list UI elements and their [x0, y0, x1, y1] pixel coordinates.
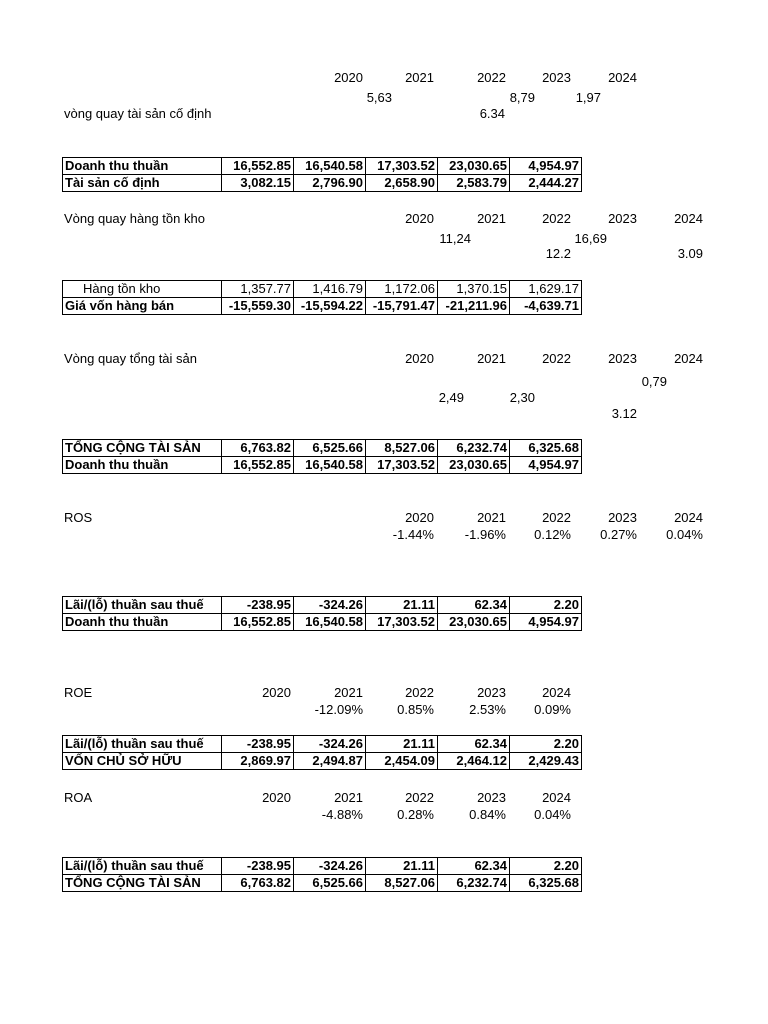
cell: 2,464.12	[438, 753, 510, 770]
sec3-year-2021: 2021	[477, 351, 506, 366]
sec4-year-2022: 2022	[542, 510, 571, 525]
cell: 23,030.65	[438, 158, 510, 175]
sec4-table	[62, 596, 582, 631]
sec4-value-2020: -1.44%	[392, 527, 434, 542]
sec6-year-2020: 2020	[262, 790, 291, 805]
sec1-value-2024: 1,97	[575, 90, 601, 105]
sec3-value-2021: 2,30	[509, 390, 535, 405]
cell: -21,211.96	[438, 298, 510, 315]
row-label: Doanh thu thuần	[63, 457, 222, 474]
cell: 4,954.97	[510, 158, 582, 175]
sec5-year-2022: 2022	[405, 685, 434, 700]
cell: 16,552.85	[222, 158, 294, 175]
cell: 6,525.66	[294, 440, 366, 457]
cell: 4,954.97	[510, 457, 582, 474]
sec2-value-2024: 3.09	[677, 246, 703, 261]
table-row	[63, 875, 582, 892]
cell: 6,232.74	[438, 875, 510, 892]
table-row	[63, 736, 582, 753]
sec5-year-2020: 2020	[262, 685, 291, 700]
cell: -15,559.30	[222, 298, 294, 315]
sec4-year-2020: 2020	[405, 510, 434, 525]
sec2-value-2023: 16,69	[574, 231, 607, 246]
cell: 1,172.06	[366, 281, 438, 298]
cell: -238.95	[222, 736, 294, 753]
row-label: Lãi/(lỗ) thuần sau thuế	[63, 597, 222, 614]
cell: 21.11	[366, 597, 438, 614]
table-row	[63, 175, 582, 192]
sec6-table	[62, 857, 582, 892]
cell: -238.95	[222, 858, 294, 875]
cell: 2.20	[510, 736, 582, 753]
sec4-value-2022: 0.12%	[534, 527, 571, 542]
sec6-value-2022: 0.28%	[397, 807, 434, 822]
sec4-year-2024: 2024	[674, 510, 703, 525]
sec6-year-2021: 2021	[334, 790, 363, 805]
cell: 8,527.06	[366, 875, 438, 892]
cell: 2,796.90	[294, 175, 366, 192]
sec1-title: vòng quay tài sản cố định	[64, 106, 212, 121]
sec4-value-2021: -1.96%	[464, 527, 506, 542]
sec3-year-2024: 2024	[674, 351, 703, 366]
sec4-value-2024: 0.04%	[666, 527, 703, 542]
cell: 16,552.85	[222, 457, 294, 474]
sec1-year-2022: 2022	[477, 70, 506, 85]
cell: 1,357.77	[222, 281, 294, 298]
sec3-value-2024: 0,79	[641, 374, 667, 389]
cell: 6,763.82	[222, 875, 294, 892]
cell: 17,303.52	[366, 457, 438, 474]
cell: -15,594.22	[294, 298, 366, 315]
table-row	[63, 597, 582, 614]
row-label: Doanh thu thuần	[63, 614, 222, 631]
sec4-title: ROS	[64, 510, 93, 525]
cell: 2.20	[510, 858, 582, 875]
sec2-title: Vòng quay hàng tồn kho	[64, 211, 205, 226]
cell: 16,540.58	[294, 158, 366, 175]
sec5-value-2022: 0.85%	[397, 702, 434, 717]
sec2-year-2022: 2022	[542, 211, 571, 226]
sec3-value-2020: 2,49	[438, 390, 464, 405]
sec1-value-2021: 5,63	[366, 90, 392, 105]
table-row	[63, 281, 582, 298]
table-row	[63, 158, 582, 175]
sec5-value-2024: 0.09%	[534, 702, 571, 717]
cell: 16,552.85	[222, 614, 294, 631]
cell: -238.95	[222, 597, 294, 614]
table-row	[63, 457, 582, 474]
sec6-year-2022: 2022	[405, 790, 434, 805]
sec1-value-2022: 6.34	[479, 106, 505, 121]
sec1-value-2023: 8,79	[509, 90, 535, 105]
row-label: TỔNG CỘNG TÀI SẢN	[63, 440, 222, 457]
sec6-value-2024: 0.04%	[534, 807, 571, 822]
table-row	[63, 858, 582, 875]
table-row	[63, 298, 582, 315]
cell: 17,303.52	[366, 614, 438, 631]
cell: 6,325.68	[510, 875, 582, 892]
cell: 16,540.58	[294, 614, 366, 631]
sec2-year-2023: 2023	[608, 211, 637, 226]
cell: 6,325.68	[510, 440, 582, 457]
sec5-year-2023: 2023	[477, 685, 506, 700]
cell: 1,370.15	[438, 281, 510, 298]
sec4-year-2023: 2023	[608, 510, 637, 525]
row-label: VỐN CHỦ SỞ HỮU	[63, 753, 222, 770]
sec6-value-2021: -4.88%	[321, 807, 363, 822]
cell: 2,494.87	[294, 753, 366, 770]
sec3-title: Vòng quay tổng tài sản	[64, 351, 197, 366]
sec3-table	[62, 439, 582, 474]
cell: 8,527.06	[366, 440, 438, 457]
cell: 2.20	[510, 597, 582, 614]
cell: 2,583.79	[438, 175, 510, 192]
cell: 16,540.58	[294, 457, 366, 474]
table-row	[63, 753, 582, 770]
cell: 62.34	[438, 597, 510, 614]
sec2-value-2022: 12.2	[545, 246, 571, 261]
sec3-year-2023: 2023	[608, 351, 637, 366]
sec6-value-2023: 0.84%	[469, 807, 506, 822]
sec5-year-2024: 2024	[542, 685, 571, 700]
cell: 6,525.66	[294, 875, 366, 892]
sec6-year-2024: 2024	[542, 790, 571, 805]
sec3-value-2023: 3.12	[611, 406, 637, 421]
cell: -324.26	[294, 858, 366, 875]
sec4-value-2023: 0.27%	[600, 527, 637, 542]
cell: 4,954.97	[510, 614, 582, 631]
cell: 2,869.97	[222, 753, 294, 770]
sec5-year-2021: 2021	[334, 685, 363, 700]
sec1-year-2021: 2021	[405, 70, 434, 85]
sec2-year-2020: 2020	[405, 211, 434, 226]
cell: -15,791.47	[366, 298, 438, 315]
cell: -324.26	[294, 597, 366, 614]
cell: 2,658.90	[366, 175, 438, 192]
sec5-title: ROE	[64, 685, 93, 700]
sec4-year-2021: 2021	[477, 510, 506, 525]
cell: 23,030.65	[438, 457, 510, 474]
cell: 2,454.09	[366, 753, 438, 770]
cell: 6,232.74	[438, 440, 510, 457]
cell: 2,429.43	[510, 753, 582, 770]
sec2-year-2021: 2021	[477, 211, 506, 226]
cell: 6,763.82	[222, 440, 294, 457]
cell: 21.11	[366, 736, 438, 753]
sec6-year-2023: 2023	[477, 790, 506, 805]
row-label: Tài sản cố định	[63, 175, 222, 192]
cell: 1,629.17	[510, 281, 582, 298]
table-row	[63, 614, 582, 631]
row-label: Doanh thu thuần	[63, 158, 222, 175]
sec5-value-2023: 2.53%	[469, 702, 506, 717]
sec2-year-2024: 2024	[674, 211, 703, 226]
sec1-year-2020: 2020	[334, 70, 363, 85]
sec1-year-2024: 2024	[608, 70, 637, 85]
cell: 62.34	[438, 858, 510, 875]
cell: 21.11	[366, 858, 438, 875]
sec5-table	[62, 735, 582, 770]
table-row	[63, 440, 582, 457]
row-label: Giá vốn hàng bán	[63, 298, 222, 315]
cell: 23,030.65	[438, 614, 510, 631]
sec3-year-2020: 2020	[405, 351, 434, 366]
row-label: TỔNG CỘNG TÀI SẢN	[63, 875, 222, 892]
sec2-table	[62, 280, 582, 315]
cell: 17,303.52	[366, 158, 438, 175]
row-label: Lãi/(lỗ) thuần sau thuế	[63, 858, 222, 875]
cell: 1,416.79	[294, 281, 366, 298]
cell: 62.34	[438, 736, 510, 753]
cell: -324.26	[294, 736, 366, 753]
sec5-value-2021: -12.09%	[314, 702, 363, 717]
row-label: Lãi/(lỗ) thuần sau thuế	[63, 736, 222, 753]
sec1-year-2023: 2023	[542, 70, 571, 85]
sec1-table	[62, 157, 582, 192]
sec6-title: ROA	[64, 790, 93, 805]
cell: -4,639.71	[510, 298, 582, 315]
sec3-year-2022: 2022	[542, 351, 571, 366]
sec2-value-2021: 11,24	[439, 231, 471, 246]
cell: 3,082.15	[222, 175, 294, 192]
cell: 2,444.27	[510, 175, 582, 192]
row-label: Hàng tồn kho	[63, 281, 222, 298]
